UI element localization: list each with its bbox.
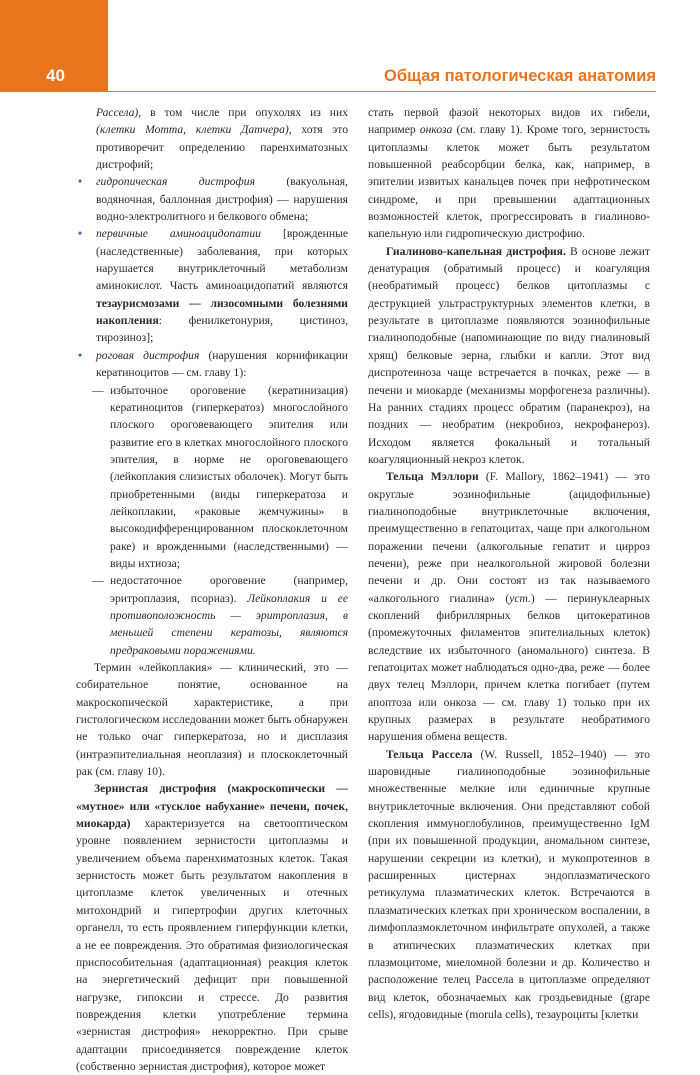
- left-column: [76, 104, 348, 1075]
- bullet-icon: •: [78, 348, 83, 362]
- paragraph: Гиалиново-капельная дистрофия. В основе лежит денатурация (обратимый процесс) и коагуляция (необратимый процесс) белков цитоплазмы с деструкцией ультраструктурных элементов клетки, в результате в цитоплазме появляются эозинофильные гиалиноподобные (напоминающие по виду гиалиновый хрящ) белковые зерна, глыбки и капли. Этот вид диспротеиноза чаще встречается в почках, реже — в печени и миокарде (механизмы морфогенеза различны). На ранних стадиях процесс обратим (паранекроз), на поздних — необратим (некробиоз, некрофанероз). Исходом является фокальный и тотальный коагуляционный некроз клеток.: [368, 244, 650, 466]
- bullet-item: • гидропическая дистрофия (вакуольная, водяночная, баллонная дистрофия) — нарушения водно-электролитного и белкового обмена;: [78, 175, 348, 224]
- section-title: Общая патологическая анатомия: [384, 67, 656, 85]
- dash-item: — избыточное ороговение (кератинизация) кератиноцитов (гиперкератоз) многослойного плоского ороговевающего эпителия или развитие его в клетках многослойного плоского эпителия, в норме не ороговевающего (лейкоплакия слизистых оболочек). Могут быть приобретенными (виды гиперкератоза и лейкоплакии, «раковые жемчужины» в высокодифференцированном плоскоклеточном раке) и врожденными (наследственными) — виды ихтиоза;: [92, 383, 348, 570]
- dash-icon: —: [92, 383, 104, 397]
- dash-item: — недостаточное ороговение (например, эритроплазия, псориаз). Лейкоплакия и ее противоположность — эритроплазия, в меньшей степени кератозы, являются предраковыми поражениями.: [92, 574, 348, 657]
- paragraph: Зернистая дистрофия (макроскопически — «мутное» или «тусклое набухание» печени, почек, миокарда) характеризуется на светооптическом уровне появлением зернистости цитоплазмы и увеличением объема паренхиматозных клеток. Такая зернистость может быть результатом накопления в цитоплазме клеток увеличенных и отечных митохондрий и гипертрофии других клеточных органелл, то есть проявлением гиперфункции клетки, а не ее повреждения. Это обратимая физиологическая приспособительная (адаптационная) реакция клеток на энергетический дефицит при повышенной нагрузке, гипоксии и стрессе. До развития повреждения клетки употребление термина «зернистая дистрофия» некорректно. При срыве адаптации присоединяется повреждение клеток (собственно зернистая дистрофия), которое может: [76, 782, 348, 1073]
- bullet-icon: •: [78, 175, 83, 189]
- bullet-item: • первичные аминоацидопатии [врожденные (наследственные) заболевания, при которых нарушается внутриклеточный метаболизм аминокислот. Часть аминоацидопатий являются тезаурисмозами — лизосомными болезнями накопления: фенилкетонурия, цистиноз, тирозиноз];: [78, 227, 348, 345]
- paragraph: Тельца Рассела (W. Russell, 1852–1940) — это шаровидные гиалиноподобные эозинофильные множественные мелкие или единичные крупные внутриклеточные включения. Они представляют собой скопления иммуноглобулинов, преимущественно IgM (при их повышенной продукции, аномальном синтезе, нарушении секреции из клетки), и мукопротеинов в расширенных цистернах эндоплазматического ретикулума плазматических клеток. Встречаются в плазматических клетках при хроническом воспалении, в лимфоплазмоклеточном инфильтрате опухолей, а также в атипических плазматических клетках при плазмоцитоме, миеломной болезни и др. Количество и расположение телец Рассела в цитоплазме определяют вид клеток, обозначаемых как гроздьевидные (grape cells), ягодовидные (morula cells), тезауроциты [клетки: [368, 747, 651, 1021]
- dash-icon: —: [92, 574, 104, 588]
- paragraph: Термин «лейкоплакия» — клинический, это — собирательное понятие, основанное на макроскопической характеристике, а при гистологическом исследовании может быть обнаружен не только очаг гиперкератоза, но и дисплазия (интраэпителиальная неоплазия) и плоскоклеточный рак (см. главу 10).: [76, 661, 348, 779]
- page-number: 40: [46, 66, 65, 85]
- bullet-icon: •: [78, 227, 83, 241]
- header-divider: [108, 91, 656, 92]
- right-column: [368, 104, 650, 1023]
- paragraph: стать первой фазой некоторых видов их гибели, например онкоза (см. главу 1). Кроме того, зернистость цитоплазмы клеток может быть результатом повышенной реабсорбции белка, как, например, в эпителии извитых канальцев почек при нефротическом синдроме, и при превышении адаптационных возможностей клеток, прогрессировать в гиалиново-капельную или гидропическую дистрофию.: [368, 106, 650, 241]
- paragraph: Тельца Мэллори (F. Mallory, 1862–1941) — это округлые эозинофильные (ацидофильные) гиалиноподобные внутриклеточные включения, преимущественно в гепатоцитах, чаще при алкогольном поражении печени (алкогольные гепатит и цирроз печени), реже при неалкогольной жировой болезни печени и др. Они состоят из так называемого «алкогольного гиалина» (уст.) — перинуклеарных скоплений фибриллярных белков цитокератинов (промежуточных филаментов эпителиальных клеток) вследствие их избыточного (аномального) синтеза. В гепатоцитах может наблюдаться одно-два, реже — более двух телец Мэллори, причем клетка погибает (путем апоптоза или онкоза — см. главу 1) только при их крупных размерах в результате необратимого нарушения обмена веществ.: [368, 470, 651, 744]
- paragraph: Рассела), в том числе при опухолях из них (клетки Мотта, клетки Датчера), хотя это противоречит определению паренхиматозных дистрофий;: [96, 106, 348, 172]
- bullet-item: • роговая дистрофия (нарушения корнификации кератиноцитов — см. главу 1):: [78, 348, 348, 380]
